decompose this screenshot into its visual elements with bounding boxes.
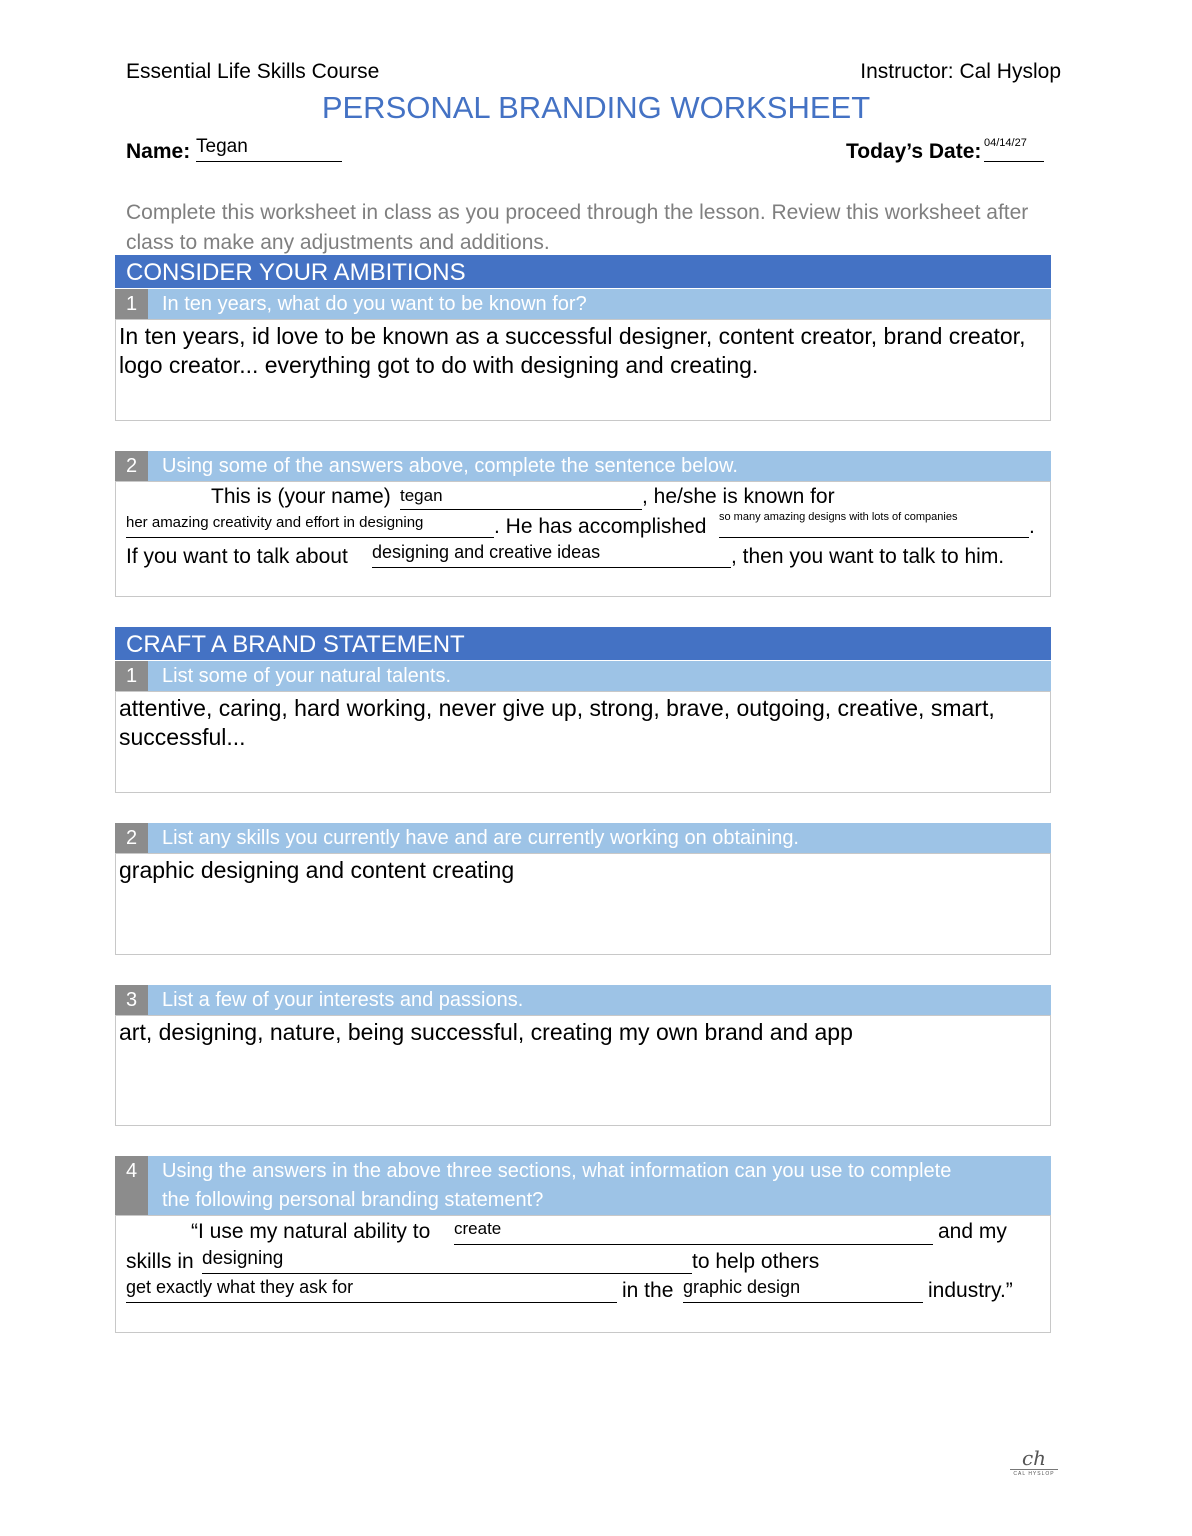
statement-part: industry.” xyxy=(928,1279,1013,1302)
question-row-brand-4 xyxy=(115,1156,1051,1215)
question-number: 2 xyxy=(115,823,148,853)
sentence-part: , then you want to talk to him. xyxy=(731,545,1005,568)
your-name-field[interactable] xyxy=(400,484,642,510)
question-text-line-1: Using the answers in the above three sections, what information can you use to complete xyxy=(162,1160,952,1182)
known-for-value: her amazing creativity and effort in designing xyxy=(126,514,424,531)
natural-ability-value: create xyxy=(454,1219,502,1238)
name-field[interactable] xyxy=(196,136,342,162)
answer-text: attentive, caring, hard working, never give up, strong, brave, outgoing, creative, smart, successful... xyxy=(119,695,995,750)
question-row-brand-3 xyxy=(115,985,1051,1015)
answer-text: graphic designing and content creating xyxy=(119,857,515,883)
answer-box-brand-1[interactable] xyxy=(115,691,1051,793)
sentence-part: If you want to talk about xyxy=(126,545,348,568)
question-row-brand-2 xyxy=(115,823,1051,853)
date-field[interactable] xyxy=(984,136,1044,162)
statement-part: to help others xyxy=(692,1250,820,1273)
industry-field[interactable] xyxy=(683,1275,923,1303)
question-number: 4 xyxy=(115,1156,148,1215)
name-value: Tegan xyxy=(196,136,248,157)
talk-about-field[interactable] xyxy=(372,540,731,568)
statement-part: and my xyxy=(938,1220,1007,1243)
sentence-part: This is (your name) xyxy=(211,485,391,508)
talk-about-value: designing and creative ideas xyxy=(372,542,601,562)
logo-mark: ch xyxy=(1021,1446,1047,1470)
your-name-value: tegan xyxy=(400,486,443,505)
section-craft-brand-header: CRAFT A BRAND STATEMENT xyxy=(115,627,1051,660)
accomplished-value: so many amazing designs with lots of companies xyxy=(719,511,958,523)
section-consider-ambitions-header: CONSIDER YOUR AMBITIONS xyxy=(115,255,1051,288)
cal-hyslop-logo xyxy=(1010,1448,1058,1477)
question-text: Using some of the answers above, complete the sentence below. xyxy=(162,455,738,477)
date-value: 04/14/27 xyxy=(984,137,1027,149)
question-text xyxy=(162,1157,951,1215)
answer-text: In ten years, id love to be known as a successful designer, content creator, brand creator, logo creator... everything got to do with designing and creating. xyxy=(119,323,1026,378)
name-label: Name: xyxy=(126,140,191,163)
page-title: PERSONAL BRANDING WORKSHEET xyxy=(321,90,871,125)
help-others-field[interactable] xyxy=(126,1275,617,1303)
instructions-text: Complete this worksheet in class as you proceed through the lesson. Review this worksheet after class to make any adjustments and additions. xyxy=(126,201,1029,254)
industry-value: graphic design xyxy=(683,1277,801,1297)
answer-box-brand-3[interactable] xyxy=(115,1015,1051,1126)
question-text: In ten years, what do you want to be known for? xyxy=(162,293,587,315)
answer-box-brand-2[interactable] xyxy=(115,853,1051,955)
known-for-field[interactable] xyxy=(126,510,494,538)
skills-value: designing xyxy=(202,1248,284,1269)
natural-ability-field[interactable] xyxy=(454,1218,933,1245)
answer-box-brand-4 xyxy=(115,1215,1051,1333)
question-text-line-2: the following personal branding statement? xyxy=(162,1189,544,1211)
question-text: List a few of your interests and passions. xyxy=(162,989,524,1011)
question-number: 2 xyxy=(115,451,148,481)
question-row-brand-1 xyxy=(115,661,1051,691)
question-number: 3 xyxy=(115,985,148,1015)
statement-part: in the xyxy=(622,1279,674,1302)
accomplished-field[interactable] xyxy=(719,510,1029,538)
skills-field[interactable] xyxy=(202,1246,692,1274)
question-text: List any skills you currently have and are currently working on obtaining. xyxy=(162,827,799,849)
logo-text: CAL HYSLOP xyxy=(1010,1469,1058,1477)
question-row-ambitions-1 xyxy=(115,289,1051,319)
date-label: Today’s Date: xyxy=(846,140,982,163)
statement-part: “I use my natural ability to xyxy=(191,1220,431,1243)
answer-box-ambitions-2 xyxy=(115,481,1051,597)
answer-text: art, designing, nature, being successful, creating my own brand and app xyxy=(119,1019,853,1045)
course-name: Essential Life Skills Course xyxy=(126,60,380,83)
question-number: 1 xyxy=(115,289,148,319)
sentence-part: . xyxy=(1029,515,1035,538)
sentence-part: . He has accomplished xyxy=(494,515,707,538)
statement-part: skills in xyxy=(126,1250,194,1273)
instructor-name: Instructor: Cal Hyslop xyxy=(860,60,1061,83)
question-number: 1 xyxy=(115,661,148,691)
answer-box-ambitions-1[interactable] xyxy=(115,319,1051,421)
question-text: List some of your natural talents. xyxy=(162,665,452,687)
sentence-part: , he/she is known for xyxy=(642,485,835,508)
help-others-value: get exactly what they ask for xyxy=(126,1277,354,1297)
question-row-ambitions-2 xyxy=(115,451,1051,481)
